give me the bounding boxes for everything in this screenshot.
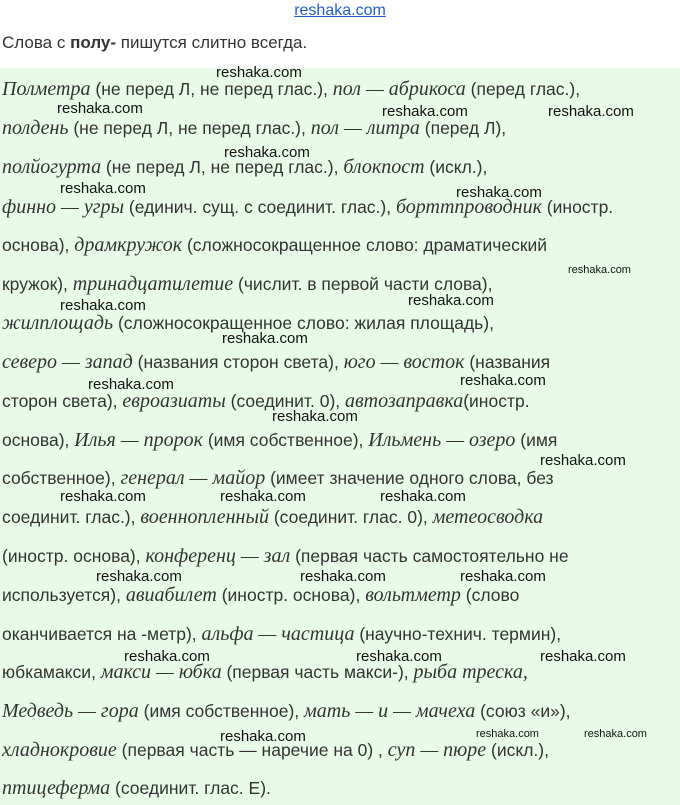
explanation-text: (научно-технич. термин), [354,624,562,644]
intro-tail: пишутся слитно всегда. [116,33,308,52]
explanation-text: соединит. глас.), [2,507,141,527]
example-word: пол — абрикоса [332,78,466,100]
example-word: северо — запад [2,351,133,373]
text-line [2,117,506,140]
example-word: полйогурта [2,156,102,178]
example-word: жилплощадь [2,312,114,334]
explanation-text: основа), [2,430,75,450]
explanation-text: (искл.), [486,740,549,760]
watermark: reshaka.com [460,568,546,585]
explanation-text: (иностр. [541,197,614,217]
explanation-text: юбкамакси, [2,662,101,682]
watermark: reshaka.com [57,100,143,117]
explanation-text: (не перед Л, не перед глас.), [101,157,344,177]
watermark: reshaka.com [300,568,386,585]
explanation-text: (числит. в первой части слова), [233,274,493,294]
explanation-text: (имя собственное), [202,430,369,450]
watermark: reshaka.com [60,488,146,505]
example-word: макси — юбка [100,661,222,683]
example-word: Полметра [2,78,91,100]
explanation-text: основа), [2,235,75,255]
explanation-text: (соединит. глас. Е). [110,778,271,798]
example-word: вольтметр [365,584,461,606]
watermark: reshaka.com [584,728,647,740]
watermark: reshaka.com [220,488,306,505]
text-line [2,429,557,452]
watermark: reshaka.com [540,648,626,665]
example-word: Илья — пророк [74,429,203,451]
explanation-text: (имя собственное), [138,701,305,721]
explanation-text: (слово [460,585,520,605]
explanation-text: (не перед Л, не перед глас.), [90,79,333,99]
watermark: reshaka.com [456,184,542,201]
text-line [2,506,543,529]
intro-lead: Слова с [2,33,71,52]
intro-bold: полу- [70,33,117,52]
explanation-text: (названия [464,352,551,372]
explanation-text: (иностр. основа), [216,585,366,605]
explanation-text: (соединит. глас. 0), [268,507,433,527]
example-word: генерал — майор [120,467,266,489]
example-word: метеосводка [432,506,544,528]
text-line [2,584,519,607]
example-word: птицеферма [2,777,111,799]
example-word: финно — угры [2,196,125,218]
example-word: Медведь — гора [2,700,139,722]
watermark: reshaka.com [548,103,634,120]
explanation-text: (сложносокращенное слово: жилая площадь), [113,313,494,333]
example-word: военнопленный [140,506,269,528]
watermark: reshaka.com [568,264,631,276]
watermark: reshaka.com [222,330,308,347]
explanation-text: оканчивается на -метр), [2,624,202,644]
example-word: авиабилет [125,584,217,606]
example-word: мать — и — мачеха [304,700,476,722]
explanation-text: (первая часть самостоятельно не [290,546,569,566]
watermark: reshaka.com [124,648,210,665]
explanation-text: (первая часть макси-), [221,662,414,682]
example-word: хладнокровие [2,739,117,761]
text-line [2,623,561,646]
intro-text [2,33,307,53]
watermark: reshaka.com [272,408,358,425]
explanation-text: (союз «и»), [475,701,571,721]
explanation-text: (единич. сущ. с соединит. глас.), [124,197,396,217]
example-word: пол — литра [310,117,420,139]
watermark: reshaka.com [476,728,539,740]
text-line [2,467,554,490]
explanation-text: (иностр. основа), [2,546,146,566]
explanation-text: (перед глас.), [465,79,581,99]
watermark: reshaka.com [60,180,146,197]
explanation-text: (имеет значение одного слова, без [265,468,554,488]
explanation-text: (имя [515,430,558,450]
example-word: альфа — частица [201,623,355,645]
explanation-text: (перед Л), [419,118,507,138]
watermark: reshaka.com [356,648,442,665]
explanation-text: (первая часть — наречие на 0) , [116,740,388,760]
watermark: reshaka.com [220,728,306,745]
example-word: автозаправка [345,390,464,412]
explanation-text: (сложносокращенное слово: драматический [182,235,548,255]
text-line [2,234,547,257]
text-line [2,78,580,101]
example-word: конференц — зал [145,545,291,567]
watermark: reshaka.com [224,144,310,161]
example-word: рыба треска, [413,661,528,683]
explanation-text: (названия сторон света), [132,352,344,372]
watermark: reshaka.com [382,103,468,120]
example-word: блокпост [343,156,425,178]
watermark: reshaka.com [88,376,174,393]
text-line [2,661,528,684]
example-word: полдень [2,117,69,139]
explanation-text: сторон света), [2,391,123,411]
watermark: reshaka.com [540,452,626,469]
example-word: евроазиаты [122,390,226,412]
example-word: драмкружок [74,234,183,256]
watermark: reshaka.com [460,372,546,389]
text-line [2,390,530,413]
explanation-text: (не перед Л, не перед глас.), [68,118,311,138]
explanation-text: (иностр. [463,391,530,411]
explanation-text: (искл.), [424,157,488,177]
example-word: борттпроводник [395,196,542,218]
example-word: юго — восток [343,351,465,373]
example-word: Ильмень — озеро [368,429,516,451]
text-line [2,700,571,723]
text-line [2,351,550,374]
watermark: reshaka.com [96,568,182,585]
watermark: reshaka.com [380,488,466,505]
explanation-text: (соединит. 0), [225,391,345,411]
text-line [2,777,271,800]
site-title[interactable]: reshaka.com [294,2,386,19]
explanation-text: используется), [2,585,126,605]
watermark: reshaka.com [408,292,494,309]
example-word: суп — пюре [387,739,487,761]
explanation-text: собственное), [2,468,121,488]
explanation-text: кружок), [2,274,73,294]
example-word: тринадцатилетие [72,273,234,295]
watermark: reshaka.com [216,64,302,81]
text-line [2,545,569,568]
watermark: reshaka.com [60,297,146,314]
